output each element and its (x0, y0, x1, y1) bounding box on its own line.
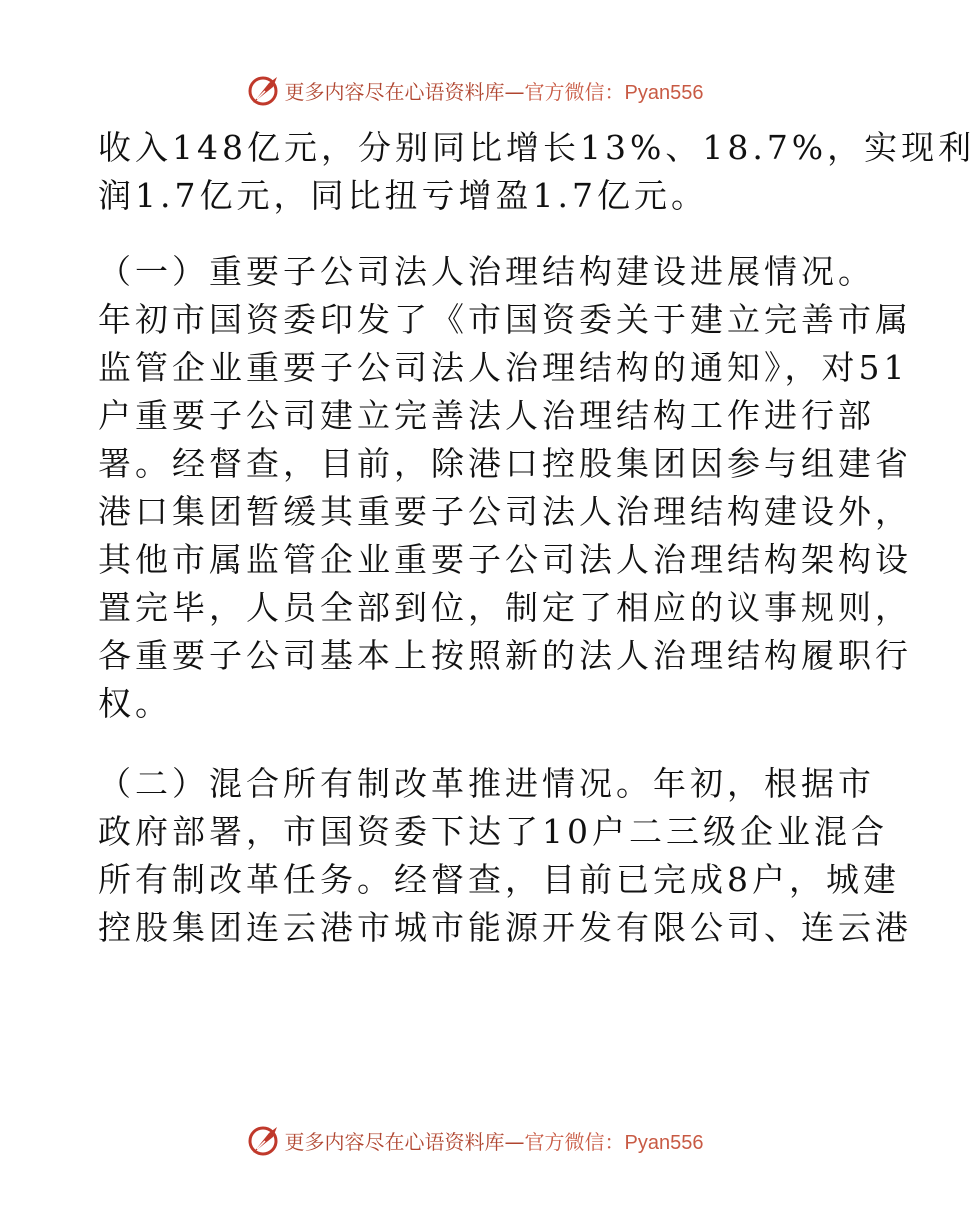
banner-site-text: 更多内容尽在心语资料库— (284, 79, 525, 104)
text-line: （二）混合所有制改革推进情况。年初，根据市 (98, 764, 875, 803)
text-line: 其他市属监管企业重要子公司法人治理结构架构设 (98, 540, 912, 579)
banner-wechat-text: 官方微信：Pyan556 (524, 1131, 704, 1154)
text-line: 置完毕，人员全部到位，制定了相应的议事规则， (98, 588, 912, 627)
text-line: 政府部署，市国资委下达了10户二三级企业混合 (98, 812, 888, 851)
text-line: 权。 (98, 684, 172, 723)
text-line: 港口集团暂缓其重要子公司法人治理结构建设外， (98, 492, 912, 531)
banner-text (285, 1126, 704, 1155)
quill-logo-icon (247, 73, 281, 107)
text-line: 收入148亿元，分别同比增长13%、18.7%，实现利 (98, 128, 975, 167)
paragraph-governance (98, 248, 912, 728)
paragraph-mixed-ownership (98, 760, 912, 952)
banner-site-text: 更多内容尽在心语资料库— (284, 1129, 525, 1154)
text-line: 署。经督查，目前，除港口控股集团因参与组建省 (98, 444, 912, 483)
document-body (98, 124, 975, 952)
footer-banner (0, 1120, 950, 1160)
paragraph-revenue (98, 124, 975, 220)
text-line: 控股集团连云港市城市能源开发有限公司、连云港 (98, 908, 912, 947)
quill-logo-icon (247, 1123, 281, 1157)
text-line: （一）重要子公司法人治理结构建设进展情况。 (98, 252, 875, 291)
text-line: 润1.7亿元，同比扭亏增盈1.7亿元。 (98, 176, 708, 215)
text-line: 户重要子公司建立完善法人治理结构工作进行部 (98, 396, 875, 435)
header-banner (0, 70, 950, 110)
banner-text (285, 76, 704, 105)
text-line: 年初市国资委印发了《市国资委关于建立完善市属 (98, 300, 912, 339)
text-line: 监管企业重要子公司法人治理结构的通知》，对51 (98, 348, 909, 387)
banner-wechat-text: 官方微信：Pyan556 (524, 81, 704, 104)
text-line: 所有制改革任务。经督查，目前已完成8户，城建 (98, 860, 900, 899)
text-line: 各重要子公司基本上按照新的法人治理结构履职行 (98, 636, 912, 675)
